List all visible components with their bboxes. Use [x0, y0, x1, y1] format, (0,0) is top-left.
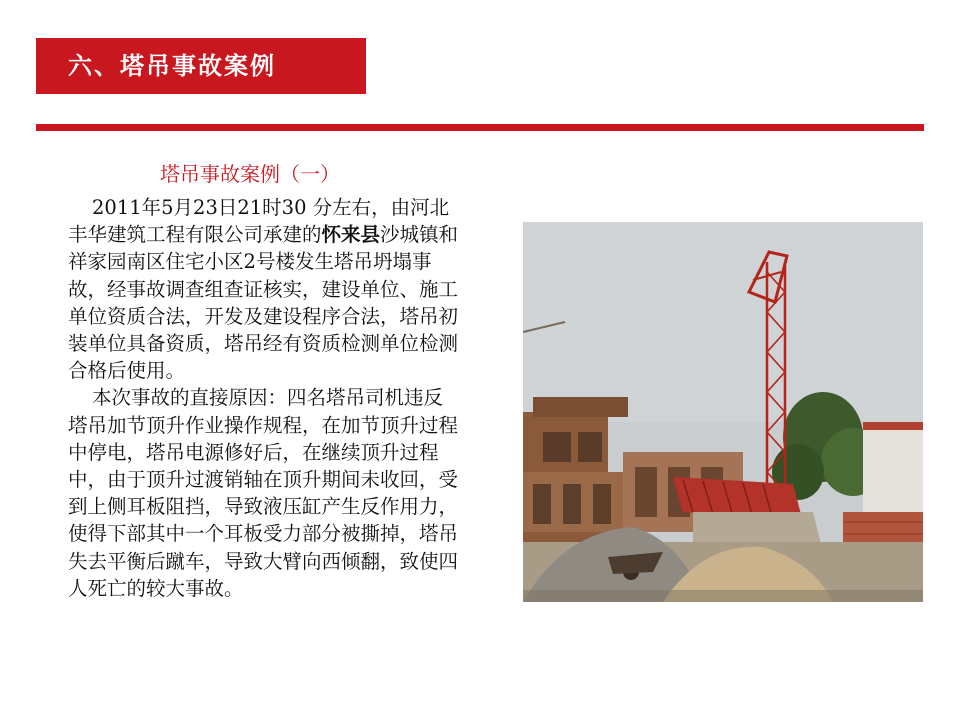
section-title: 六、塔吊事故案例	[36, 38, 366, 94]
paragraph-1-part-b: 沙城镇和祥家园南区住宅小区	[68, 223, 459, 274]
case-subtitle: 塔吊事故案例（一）	[160, 162, 340, 186]
case-description	[68, 194, 460, 602]
county-name: 怀来县	[321, 223, 381, 247]
paragraph-1-part-a: 分左右，由河北丰华建筑工程有限公司承建的	[68, 196, 450, 247]
paragraph-2: 本次事故的直接原因：四名塔吊司机违反塔吊加节顶升作业操作规程，在加节顶升过程中停电，塔吊电源修好后，在继续顶升过程中，由于顶升过渡销轴在顶升期间未收回，受到上侧耳板阻挡，导致液压缸产生反作用力，使得下部其中一个耳板受力部分被撕掉，塔吊失去平衡后蹴车，导致大臂向西倾翻，致使四人死亡的较大事故。	[68, 386, 459, 600]
paragraph-1	[68, 194, 460, 384]
accident-site-photo	[523, 222, 923, 602]
title-divider	[36, 124, 924, 131]
paragraph-1-part-c: 号楼发生塔吊坍塌事故，经事故调查组查证核实，建设单位、施工单位资质合法，开发及建设程序合法，塔吊初装单位具备资质，塔吊经有资质检测单位检测合格后使用。	[68, 250, 459, 383]
accident-time: 2011年5月23日21时30	[92, 196, 307, 219]
building-number: 2	[243, 250, 256, 274]
